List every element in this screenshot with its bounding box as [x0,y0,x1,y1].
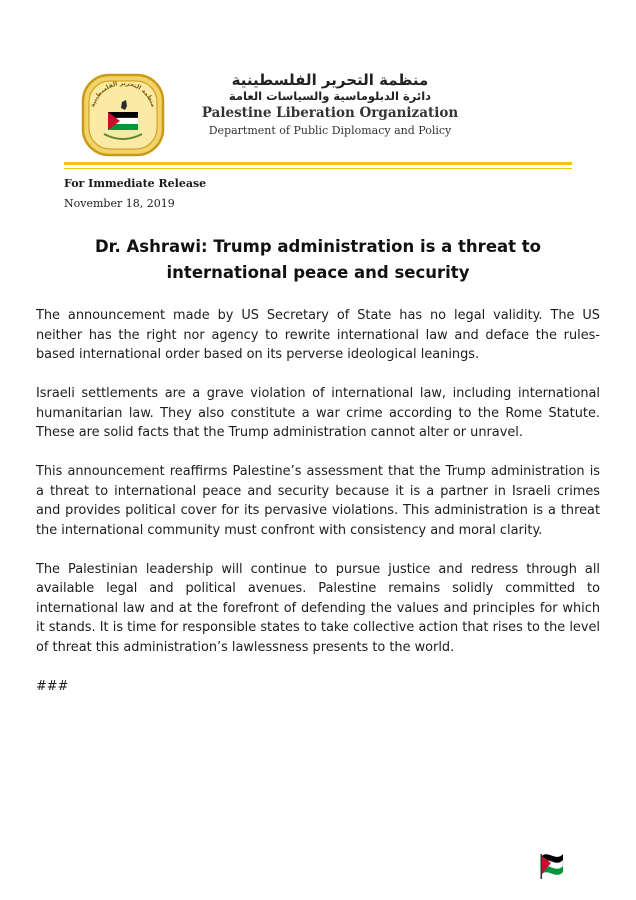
plo-seal-icon [80,72,166,158]
paragraph: This announcement reaffirms Palestine’s assessment that the Trump administration is a threat to international peace and security because it is a partner in Israeli crimes and provides political cover for its pervasive violations. This administration is a threat the international community must confront with consistency and moral clarity. [36,464,600,538]
organization-block [190,72,470,139]
department-name: Department of Public Diplomacy and Policy [208,124,452,137]
org-name: Palestine Liberation Organization [201,105,459,121]
palestine-flag-icon [536,846,566,880]
paragraph: The announcement made by US Secretary of State has no legal validity. The US neither has the right nor agency to rewrite international law and deface the rules-based international order based on its perverse ideological leanings. [36,308,600,362]
headline: Dr. Ashrawi: Trump administration is a threat to international peace and security [94,237,541,282]
release-date: November 18, 2019 [64,197,175,210]
header-rule-thick [64,162,572,165]
paragraph: The Palestinian leadership will continue to pursue justice and redress through all available legal and political avenues. Palestine remains solidly committed to international law and at the forefront of defending the values and principles for which it stands. It is time for responsible states to take collective action that rises to the level of threat this administration’s lawlessness presents to the world. [36,561,600,655]
arabic-department-name: دائرة الدبلوماسية والسياسات العامة [228,89,432,103]
release-meta [64,176,206,213]
end-mark: ### [36,678,69,694]
release-label: For Immediate Release [64,177,207,190]
paragraph: Israeli settlements are a grave violation of international law, including international humanitarian law. They also constitute a war crime according to the Rome Statute. These are solid facts that the Trump administration cannot alter or unravel. [36,386,600,440]
seal-text: منظمة التحرير الفلسطينية [89,79,157,109]
body-text [36,306,600,696]
letterhead [0,0,636,170]
arabic-org-name: منظمة التحرير الفلسطينية [231,71,429,89]
header-rule-thin [64,168,572,169]
